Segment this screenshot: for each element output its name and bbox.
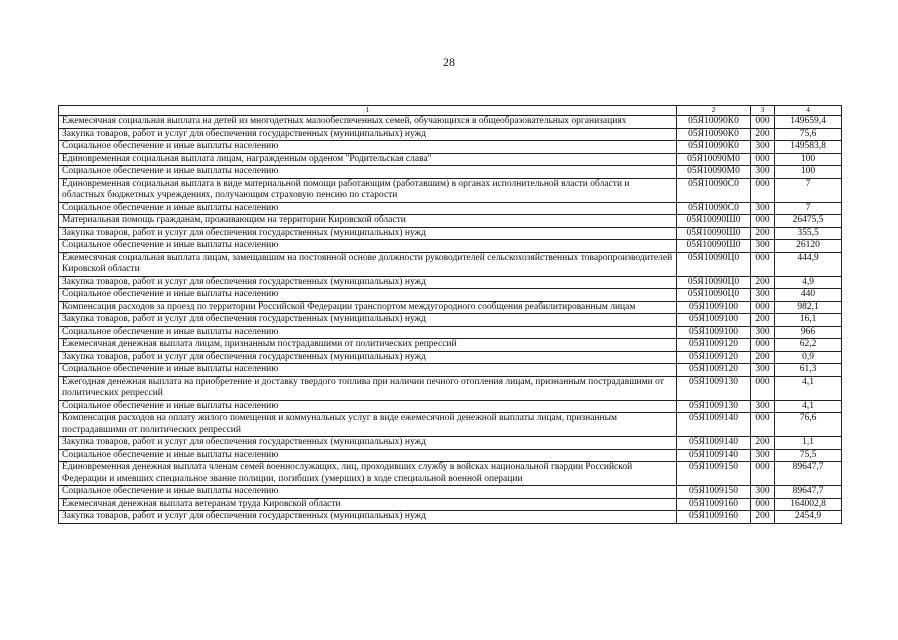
table-row (59, 413, 842, 437)
row-amount-cell: 164002,8 (775, 498, 842, 511)
row-name-cell: Социальное обеспечение и иные выплаты населению (59, 400, 677, 413)
row-name-cell: Социальное обеспечение и иные выплаты населению (59, 486, 677, 499)
row-code-cell: 05Я10090С0 (677, 202, 751, 215)
row-code-cell: 05Я1009120 (677, 364, 751, 377)
row-amount-cell: 7 (775, 202, 842, 215)
row-amount-cell: 62,2 (775, 339, 842, 352)
row-name-cell: Компенсация расходов на оплату жилого помещения и коммунальных услуг в виде ежемесячной денежной выплаты лицам, признанным пострадавшими от политических репрессий (59, 413, 677, 437)
row-name-cell: Ежемесячная денежная выплата лицам, признанным пострадавшими от политических репрессий (59, 339, 677, 352)
table-row (59, 437, 842, 450)
row-amount-cell: 76,6 (775, 413, 842, 437)
table-row (59, 116, 842, 129)
row-expense-type-cell: 300 (751, 166, 775, 179)
row-name-cell: Социальное обеспечение и иные выплаты населению (59, 364, 677, 377)
row-code-cell: 05Я1009130 (677, 400, 751, 413)
row-name-cell: Единовременная социальная выплата лицам, награжденным орденом "Родительская слава" (59, 153, 677, 166)
row-code-cell: 05Я10090Ш0 (677, 240, 751, 253)
table-row (59, 276, 842, 289)
table-row (59, 215, 842, 228)
row-name-cell: Ежемесячная социальная выплата лицам, замещавшим на постоянной основе должности руководителей сельскохозяйственных товаропроизводителей Кировской области (59, 252, 677, 276)
row-expense-type-cell: 300 (751, 364, 775, 377)
row-amount-cell: 89647,7 (775, 486, 842, 499)
table-row (59, 240, 842, 253)
row-name-cell: Социальное обеспечение и иные выплаты населению (59, 289, 677, 302)
row-expense-type-cell: 300 (751, 289, 775, 302)
row-amount-cell: 4,1 (775, 400, 842, 413)
table-row (59, 227, 842, 240)
table-row (59, 153, 842, 166)
row-code-cell: 05Я1009160 (677, 511, 751, 524)
row-name-cell: Социальное обеспечение и иные выплаты населению (59, 166, 677, 179)
row-code-cell: 05Я10090М0 (677, 166, 751, 179)
row-amount-cell: 4,1 (775, 376, 842, 400)
table-row (59, 449, 842, 462)
row-name-cell: Закупка товаров, работ и услуг для обеспечения государственных (муниципальных) нужд (59, 227, 677, 240)
row-amount-cell: 100 (775, 166, 842, 179)
table-header-row (59, 106, 842, 116)
row-code-cell: 05Я1009140 (677, 437, 751, 450)
row-amount-cell: 2454,9 (775, 511, 842, 524)
row-amount-cell: 75,6 (775, 128, 842, 141)
row-name-cell: Единовременная денежная выплата членам семей военнослужащих, лиц, проходивших службу в войсках национальной гвардии Российской Федерации и имевших специальное звание полиции, погибших (умерших) в ходе специальной военной операции (59, 462, 677, 486)
row-code-cell: 05Я1009150 (677, 462, 751, 486)
row-amount-cell: 75,5 (775, 449, 842, 462)
table-row (59, 351, 842, 364)
row-name-cell: Закупка товаров, работ и услуг для обеспечения государственных (муниципальных) нужд (59, 276, 677, 289)
row-name-cell: Социальное обеспечение и иные выплаты населению (59, 141, 677, 154)
table-row (59, 178, 842, 202)
row-code-cell: 05Я1009140 (677, 449, 751, 462)
row-expense-type-cell: 000 (751, 462, 775, 486)
row-amount-cell: 100 (775, 153, 842, 166)
table-row (59, 301, 842, 314)
row-name-cell: Закупка товаров, работ и услуг для обеспечения государственных (муниципальных) нужд (59, 128, 677, 141)
row-expense-type-cell: 000 (751, 376, 775, 400)
table-row (59, 314, 842, 327)
row-expense-type-cell: 300 (751, 202, 775, 215)
header-col-4: 4 (775, 106, 842, 116)
row-code-cell: 05Я1009100 (677, 314, 751, 327)
row-amount-cell: 355,5 (775, 227, 842, 240)
row-name-cell: Материальная помощь гражданам, проживающим на территории Кировской области (59, 215, 677, 228)
row-code-cell: 05Я1009150 (677, 486, 751, 499)
row-code-cell: 05Я1009120 (677, 339, 751, 352)
row-amount-cell: 0,9 (775, 351, 842, 364)
table-row (59, 289, 842, 302)
row-code-cell: 05Я1009160 (677, 498, 751, 511)
row-name-cell: Социальное обеспечение и иные выплаты населению (59, 240, 677, 253)
row-expense-type-cell: 000 (751, 413, 775, 437)
table-row (59, 376, 842, 400)
row-code-cell: 05Я1009100 (677, 301, 751, 314)
row-code-cell: 05Я10090К0 (677, 141, 751, 154)
row-expense-type-cell: 200 (751, 128, 775, 141)
page-number: 28 (443, 55, 455, 69)
header-col-2: 2 (677, 106, 751, 116)
row-expense-type-cell: 000 (751, 498, 775, 511)
table-row (59, 486, 842, 499)
row-expense-type-cell: 300 (751, 486, 775, 499)
row-expense-type-cell: 200 (751, 276, 775, 289)
header-col-3: 3 (751, 106, 775, 116)
table-row (59, 128, 842, 141)
row-expense-type-cell: 300 (751, 400, 775, 413)
row-expense-type-cell: 300 (751, 240, 775, 253)
row-expense-type-cell: 200 (751, 314, 775, 327)
table-row (59, 202, 842, 215)
row-expense-type-cell: 000 (751, 339, 775, 352)
table-row (59, 462, 842, 486)
row-code-cell: 05Я10090Ц0 (677, 289, 751, 302)
row-expense-type-cell: 300 (751, 326, 775, 339)
table-row (59, 326, 842, 339)
row-expense-type-cell: 000 (751, 116, 775, 129)
row-code-cell: 05Я10090Ц0 (677, 276, 751, 289)
table-row (59, 339, 842, 352)
row-code-cell: 05Я1009140 (677, 413, 751, 437)
row-code-cell: 05Я10090К0 (677, 116, 751, 129)
row-amount-cell: 149583,8 (775, 141, 842, 154)
row-code-cell: 05Я1009100 (677, 326, 751, 339)
row-expense-type-cell: 200 (751, 351, 775, 364)
row-code-cell: 05Я10090К0 (677, 128, 751, 141)
table-row (59, 141, 842, 154)
row-amount-cell: 966 (775, 326, 842, 339)
row-expense-type-cell: 000 (751, 252, 775, 276)
table-row (59, 400, 842, 413)
row-name-cell: Закупка товаров, работ и услуг для обеспечения государственных (муниципальных) нужд (59, 314, 677, 327)
row-name-cell: Единовременная социальная выплата в виде материальной помощи работающим (работавшим) в органах исполнительной власти области и областных бюджетных учреждениях, получающим страховую пенсию по старости (59, 178, 677, 202)
row-expense-type-cell: 300 (751, 449, 775, 462)
row-name-cell: Социальное обеспечение и иные выплаты населению (59, 449, 677, 462)
row-code-cell: 05Я10090С0 (677, 178, 751, 202)
row-expense-type-cell: 300 (751, 141, 775, 154)
row-amount-cell: 4,9 (775, 276, 842, 289)
row-code-cell: 05Я1009130 (677, 376, 751, 400)
budget-table (58, 105, 842, 524)
row-amount-cell: 7 (775, 178, 842, 202)
row-expense-type-cell: 200 (751, 437, 775, 450)
table-row (59, 166, 842, 179)
row-name-cell: Ежегодная денежная выплата на приобретение и доставку твердого топлива при наличии печного отопления лицам, признанным пострадавшими от политических репрессий (59, 376, 677, 400)
row-amount-cell: 444,9 (775, 252, 842, 276)
row-name-cell: Закупка товаров, работ и услуг для обеспечения государственных (муниципальных) нужд (59, 437, 677, 450)
row-name-cell: Социальное обеспечение и иные выплаты населению (59, 202, 677, 215)
row-amount-cell: 16,1 (775, 314, 842, 327)
row-amount-cell: 89647,7 (775, 462, 842, 486)
row-code-cell: 05Я1009120 (677, 351, 751, 364)
row-name-cell: Ежемесячная социальная выплата на детей из многодетных малообеспеченных семей, обучающихся в общеобразовательных организациях (59, 116, 677, 129)
row-name-cell: Закупка товаров, работ и услуг для обеспечения государственных (муниципальных) нужд (59, 511, 677, 524)
row-amount-cell: 26475,5 (775, 215, 842, 228)
row-name-cell: Закупка товаров, работ и услуг для обеспечения государственных (муниципальных) нужд (59, 351, 677, 364)
table-row (59, 498, 842, 511)
table-row (59, 511, 842, 524)
row-amount-cell: 26120 (775, 240, 842, 253)
row-code-cell: 05Я10090Ш0 (677, 227, 751, 240)
row-amount-cell: 982,1 (775, 301, 842, 314)
row-expense-type-cell: 200 (751, 511, 775, 524)
row-name-cell: Компенсация расходов за проезд по территории Российской Федерации транспортом междугородного сообщения реабилитированным лицам (59, 301, 677, 314)
row-name-cell: Ежемесячная денежная выплата ветеранам труда Кировской области (59, 498, 677, 511)
row-code-cell: 05Я10090М0 (677, 153, 751, 166)
header-col-1: 1 (59, 106, 677, 116)
row-expense-type-cell: 000 (751, 301, 775, 314)
row-expense-type-cell: 200 (751, 227, 775, 240)
row-amount-cell: 1,1 (775, 437, 842, 450)
row-expense-type-cell: 000 (751, 178, 775, 202)
row-expense-type-cell: 000 (751, 153, 775, 166)
row-amount-cell: 440 (775, 289, 842, 302)
table-row (59, 252, 842, 276)
row-amount-cell: 61,3 (775, 364, 842, 377)
table-row (59, 364, 842, 377)
row-code-cell: 05Я10090Ш0 (677, 215, 751, 228)
row-code-cell: 05Я10090Ц0 (677, 252, 751, 276)
row-name-cell: Социальное обеспечение и иные выплаты населению (59, 326, 677, 339)
row-amount-cell: 149659,4 (775, 116, 842, 129)
row-expense-type-cell: 000 (751, 215, 775, 228)
